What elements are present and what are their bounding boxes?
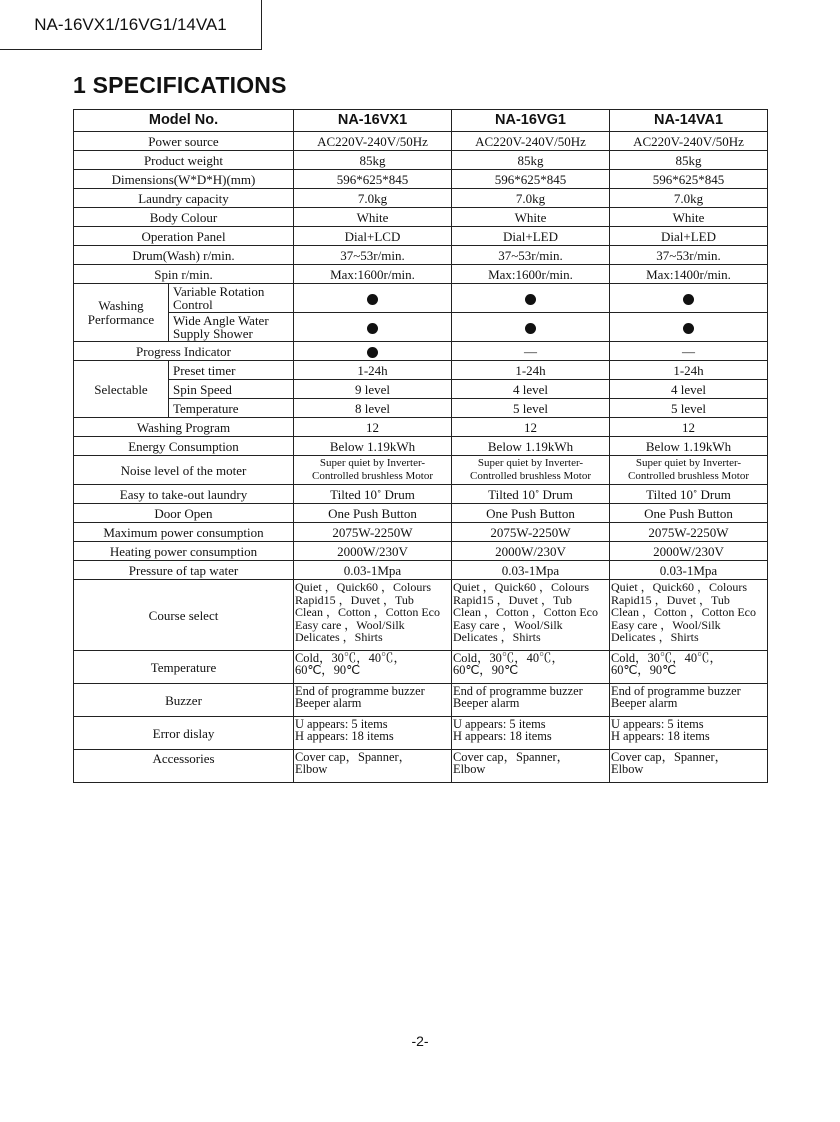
cell-value: Below 1.19kWh bbox=[294, 437, 452, 456]
table-row bbox=[74, 313, 768, 342]
cell-value: One Push Button bbox=[294, 504, 452, 523]
cell-value: Tilted 10˚ Drum bbox=[294, 485, 452, 504]
row-label: Course select bbox=[74, 580, 294, 651]
cell-value: 2075W-2250W bbox=[452, 523, 610, 542]
cell-value: 2075W-2250W bbox=[294, 523, 452, 542]
filled-dot-icon bbox=[367, 347, 378, 358]
cell-value: White bbox=[610, 208, 768, 227]
cell-value: 0.03-1Mpa bbox=[610, 561, 768, 580]
group-label-washing-performance: Washing Performance bbox=[74, 284, 169, 342]
row-label: Laundry capacity bbox=[74, 189, 294, 208]
table-row bbox=[74, 542, 768, 561]
filled-dot-icon bbox=[367, 323, 378, 334]
cell-value: Cover cap，Spanner， Elbow bbox=[294, 750, 452, 783]
cell-value: Below 1.19kWh bbox=[452, 437, 610, 456]
cell-value: 596*625*845 bbox=[610, 170, 768, 189]
cell-value: Max:1600r/min. bbox=[294, 265, 452, 284]
filled-dot-icon bbox=[525, 294, 536, 305]
cell-value: White bbox=[294, 208, 452, 227]
cell-value: Super quiet by Inverter- Controlled brushless Motor bbox=[610, 456, 768, 485]
table-row bbox=[74, 437, 768, 456]
sub-label: Spin Speed bbox=[169, 380, 294, 399]
cell-value: Dial+LED bbox=[610, 227, 768, 246]
cell-value: 0.03-1Mpa bbox=[294, 561, 452, 580]
table-row bbox=[74, 170, 768, 189]
row-label: Product weight bbox=[74, 151, 294, 170]
cell-value: White bbox=[452, 208, 610, 227]
cell-value: 1-24h bbox=[294, 361, 452, 380]
cell-value: AC220V-240V/50Hz bbox=[294, 132, 452, 151]
cell-value: Dial+LED bbox=[452, 227, 610, 246]
row-label: Buzzer bbox=[74, 684, 294, 717]
feature-dot-cell bbox=[610, 313, 768, 342]
header-model-no: Model No. bbox=[74, 110, 294, 132]
row-label: Heating power consumption bbox=[74, 542, 294, 561]
cell-value: Max:1600r/min. bbox=[452, 265, 610, 284]
row-label: Error dislay bbox=[74, 717, 294, 750]
table-row bbox=[74, 189, 768, 208]
feature-dot-cell bbox=[610, 284, 768, 313]
cell-value: Max:1400r/min. bbox=[610, 265, 768, 284]
cell-value: 1-24h bbox=[610, 361, 768, 380]
row-label: Power source bbox=[74, 132, 294, 151]
sub-label: Preset timer bbox=[169, 361, 294, 380]
cell-value: Quiet ，Quick60 ，Colours Rapid15 ，Duvet ，Tub Clean ，Cotton ，Cotton Eco Easy care ，Wool/Silk Delicates ，Shirts bbox=[294, 580, 452, 651]
cell-value: 9 level bbox=[294, 380, 452, 399]
cell-value: One Push Button bbox=[452, 504, 610, 523]
row-label: Operation Panel bbox=[74, 227, 294, 246]
table-row bbox=[74, 561, 768, 580]
header-model-na16vx1: NA-16VX1 bbox=[294, 110, 452, 132]
cell-value: U appears: 5 items H appears: 18 items bbox=[294, 717, 452, 750]
cell-value: 7.0kg bbox=[610, 189, 768, 208]
table-row bbox=[74, 580, 768, 651]
feature-dot-cell bbox=[294, 342, 452, 361]
cell-value: Tilted 10˚ Drum bbox=[610, 485, 768, 504]
feature-dot-cell bbox=[452, 284, 610, 313]
row-label: Energy Consumption bbox=[74, 437, 294, 456]
filled-dot-icon bbox=[525, 323, 536, 334]
row-label: Spin r/min. bbox=[74, 265, 294, 284]
table-row bbox=[74, 246, 768, 265]
row-label: Dimensions(W*D*H)(mm) bbox=[74, 170, 294, 189]
table-row bbox=[74, 523, 768, 542]
cell-value: 85kg bbox=[452, 151, 610, 170]
row-label: Maximum power consumption bbox=[74, 523, 294, 542]
row-label: Noise level of the moter bbox=[74, 456, 294, 485]
table-row bbox=[74, 265, 768, 284]
table-row bbox=[74, 132, 768, 151]
cell-value: U appears: 5 items H appears: 18 items bbox=[610, 717, 768, 750]
table-row bbox=[74, 418, 768, 437]
filled-dot-icon bbox=[683, 294, 694, 305]
cell-value: 2075W-2250W bbox=[610, 523, 768, 542]
cell-value: Dial+LCD bbox=[294, 227, 452, 246]
table-row bbox=[74, 284, 768, 313]
cell-value: One Push Button bbox=[610, 504, 768, 523]
cell-value: 12 bbox=[294, 418, 452, 437]
row-label: Pressure of tap water bbox=[74, 561, 294, 580]
cell-value: 85kg bbox=[294, 151, 452, 170]
feature-dot-cell bbox=[294, 313, 452, 342]
sub-label: Temperature bbox=[169, 399, 294, 418]
header-model-na16vg1: NA-16VG1 bbox=[452, 110, 610, 132]
table-row bbox=[74, 361, 768, 380]
table-row bbox=[74, 227, 768, 246]
specifications-table bbox=[73, 109, 768, 783]
row-label: Door Open bbox=[74, 504, 294, 523]
feature-dot-cell bbox=[294, 284, 452, 313]
cell-value: 5 level bbox=[610, 399, 768, 418]
row-label: Progress Indicator bbox=[74, 342, 294, 361]
header-model-na14va1: NA-14VA1 bbox=[610, 110, 768, 132]
cell-value: Cold，30℃，40℃， 60℃，90℃ bbox=[610, 651, 768, 684]
model-number-tag: NA-16VX1/16VG1/14VA1 bbox=[0, 0, 262, 50]
table-header-row bbox=[74, 110, 768, 132]
cell-value: End of programme buzzer Beeper alarm bbox=[294, 684, 452, 717]
cell-value: Tilted 10˚ Drum bbox=[452, 485, 610, 504]
cell-value: 4 level bbox=[610, 380, 768, 399]
table-row bbox=[74, 456, 768, 485]
cell-value: 5 level bbox=[452, 399, 610, 418]
cell-value: — bbox=[452, 342, 610, 361]
cell-value: Below 1.19kWh bbox=[610, 437, 768, 456]
cell-value: 596*625*845 bbox=[452, 170, 610, 189]
cell-value: 37~53r/min. bbox=[610, 246, 768, 265]
cell-value: AC220V-240V/50Hz bbox=[610, 132, 768, 151]
cell-value: Cold，30℃，40℃， 60℃，90℃ bbox=[452, 651, 610, 684]
table-row bbox=[74, 750, 768, 783]
row-label: Temperature bbox=[74, 651, 294, 684]
cell-value: 1-24h bbox=[452, 361, 610, 380]
sub-label: Variable Rotation Control bbox=[169, 284, 294, 313]
cell-value: U appears: 5 items H appears: 18 items bbox=[452, 717, 610, 750]
cell-value: Quiet ，Quick60 ，Colours Rapid15 ，Duvet ，Tub Clean ，Cotton ，Cotton Eco Easy care ，Wool/Silk Delicates ，Shirts bbox=[610, 580, 768, 651]
filled-dot-icon bbox=[683, 323, 694, 334]
cell-value: — bbox=[610, 342, 768, 361]
page-title: 1 SPECIFICATIONS bbox=[73, 72, 287, 98]
row-label: Body Colour bbox=[74, 208, 294, 227]
table-row bbox=[74, 485, 768, 504]
cell-value: End of programme buzzer Beeper alarm bbox=[610, 684, 768, 717]
cell-value: Super quiet by Inverter- Controlled brushless Motor bbox=[294, 456, 452, 485]
table-row bbox=[74, 399, 768, 418]
row-label: Drum(Wash) r/min. bbox=[74, 246, 294, 265]
cell-value: 596*625*845 bbox=[294, 170, 452, 189]
cell-value: 0.03-1Mpa bbox=[452, 561, 610, 580]
table-row bbox=[74, 208, 768, 227]
row-label: Easy to take-out laundry bbox=[74, 485, 294, 504]
cell-value: 37~53r/min. bbox=[452, 246, 610, 265]
cell-value: 37~53r/min. bbox=[294, 246, 452, 265]
cell-value: 4 level bbox=[452, 380, 610, 399]
table-row bbox=[74, 151, 768, 170]
cell-value: 7.0kg bbox=[452, 189, 610, 208]
page-number: -2- bbox=[411, 1033, 429, 1049]
feature-dot-cell bbox=[452, 313, 610, 342]
filled-dot-icon bbox=[367, 294, 378, 305]
table-row bbox=[74, 717, 768, 750]
table-row bbox=[74, 342, 768, 361]
cell-value: 8 level bbox=[294, 399, 452, 418]
cell-value: End of programme buzzer Beeper alarm bbox=[452, 684, 610, 717]
cell-value: Cover cap，Spanner， Elbow bbox=[610, 750, 768, 783]
group-label-selectable: Selectable bbox=[74, 361, 169, 418]
cell-value: 7.0kg bbox=[294, 189, 452, 208]
cell-value: 2000W/230V bbox=[610, 542, 768, 561]
row-label: Accessories bbox=[74, 750, 294, 783]
cell-value: 12 bbox=[452, 418, 610, 437]
cell-value: Cold，30℃，40℃， 60℃，90℃ bbox=[294, 651, 452, 684]
cell-value: 12 bbox=[610, 418, 768, 437]
cell-value: 2000W/230V bbox=[452, 542, 610, 561]
cell-value: 2000W/230V bbox=[294, 542, 452, 561]
cell-value: Super quiet by Inverter- Controlled brushless Motor bbox=[452, 456, 610, 485]
table-row bbox=[74, 651, 768, 684]
cell-value: Cover cap，Spanner， Elbow bbox=[452, 750, 610, 783]
table-row bbox=[74, 380, 768, 399]
cell-value: Quiet ，Quick60 ，Colours Rapid15 ，Duvet ，Tub Clean ，Cotton ，Cotton Eco Easy care ，Wool/Silk Delicates ，Shirts bbox=[452, 580, 610, 651]
row-label: Washing Program bbox=[74, 418, 294, 437]
table-row bbox=[74, 504, 768, 523]
table-row bbox=[74, 684, 768, 717]
cell-value: 85kg bbox=[610, 151, 768, 170]
cell-value: AC220V-240V/50Hz bbox=[452, 132, 610, 151]
sub-label: Wide Angle Water Supply Shower bbox=[169, 313, 294, 342]
